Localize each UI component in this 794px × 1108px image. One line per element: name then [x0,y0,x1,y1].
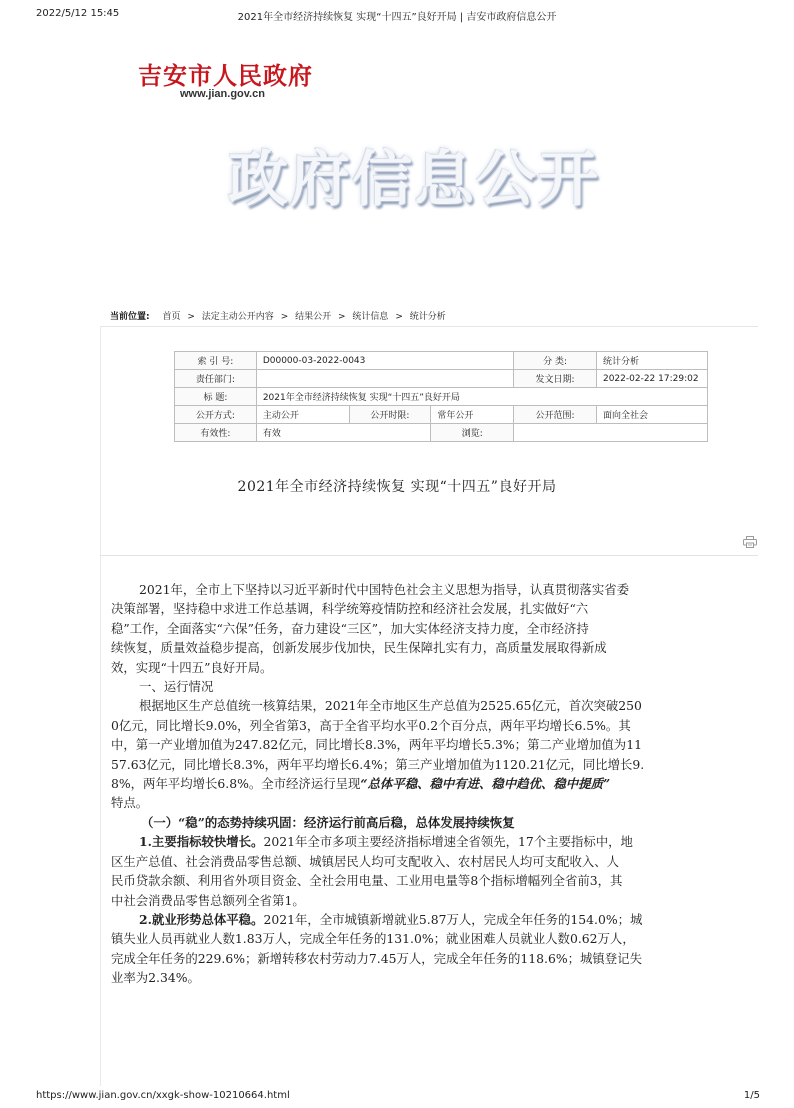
print-page-number: 1/5 [743,1090,760,1101]
metadata-table [174,351,708,442]
paragraph-line [111,910,758,929]
period-value: 常年公开 [431,406,514,424]
table-row [175,370,708,388]
document-title: 2021年全市经济持续恢复 实现“十四五”良好开局 [237,479,557,495]
paragraph-text: 2021年，全市城镇新增就业5.87万人，完成全年任务的154.0%；城 [263,911,643,927]
site-logo-domain: www.jian.gov.cn [180,88,265,100]
mode-label: 公开方式: [175,406,257,424]
mode-value: 主动公开 [256,406,349,424]
paragraph-text: 8%，两年平均增长6.8%。全市经济运行呈现 [111,776,361,792]
print-page-title: 2021年全市经济持续恢复 实现“十四五”良好开局 | 吉安市政府信息公开 [237,12,557,23]
scope-value: 面向全社会 [596,406,707,424]
paragraph-line: 续恢复，质量效益稳步提高，创新发展步伐加快，民生保障扎实有力，高质量发展取得新成 [111,640,607,656]
paragraph-line: 中，第一产业增加值为247.82亿元，同比增长8.3%，两年平均增长5.3%；第二产业增加值为11 [111,737,642,753]
paragraph-line: 特点。 [111,795,149,811]
paragraph-line: 区生产总值、社会消费品零售总额、城镇居民人均可支配收入、农村居民人均可支配收入、人 [111,853,620,869]
table-row [175,388,708,406]
dept-label: 责任部门: [175,370,257,388]
category-value: 统计分析 [596,352,707,370]
scope-label: 公开范围: [514,406,597,424]
title-label: 标 题: [175,388,257,406]
paragraph-line: 2021年，全市上下坚持以习近平新时代中国特色社会主义思想为指导，认真贯彻落实省委 [139,582,629,597]
paragraph-line [111,832,758,851]
content-top-rule [100,326,758,327]
index-value: D00000-03-2022-0043 [256,352,513,370]
views-label: 浏览: [431,424,514,442]
index-label: 索 引 号: [175,352,257,370]
print-footer [0,1084,794,1108]
site-logo[interactable] [138,56,313,100]
paragraph-line: 镇失业人员再就业人数1.83万人，完成全年任务的131.0%；就业困难人员就业人数0.62万人， [111,931,635,947]
validity-label: 有效性: [175,424,257,442]
paragraph-line: 0亿元，同比增长9.0%，列全省第3，高于全省平均水平0.2个百分点，两年平均增长6.5%。其 [111,717,631,733]
emphasis-text: “总体平稳、稳中有进、稳中趋优、稳中提质” [360,776,611,792]
print-header [0,0,794,28]
paragraph-line: 中社会消费品零售总额列全省第1。 [111,892,305,908]
validity-value: 有效 [256,424,431,442]
breadcrumb-separator: > [280,312,289,322]
date-value: 2022-02-22 17:29:02 [596,370,707,388]
breadcrumb-legal-link[interactable]: 法定主动公开内容 [201,312,274,322]
print-icon[interactable] [743,536,757,548]
category-label: 分 类: [514,352,597,370]
print-url: https://www.jian.gov.cn/xxgk-show-10210664.html [36,1090,290,1101]
paragraph-lead: 1.主要指标较快增长。 [139,834,264,850]
site-logo-name: 吉安市人民政府 [138,62,313,90]
title-value: 2021年全市经济持续恢复 实现“十四五”良好开局 [256,388,707,406]
breadcrumb-separator: > [338,312,346,322]
breadcrumb-separator: > [395,312,403,322]
content-left-rule [100,326,101,1086]
section-heading: 一、运行情况 [139,679,214,695]
breadcrumb-label: 当前位置: [110,312,150,322]
date-label: 发文日期: [514,370,597,388]
breadcrumb-analysis-link[interactable]: 统计分析 [409,312,446,322]
table-row [175,424,708,442]
paragraph-line: 完成全年任务的229.6%；新增转移农村劳动力7.45万人，完成全年任务的118.6%；城镇登记失 [111,950,642,966]
breadcrumb [110,309,446,322]
paragraph-line: 稳”工作，全面落实“六保”任务，奋力建设“三区”，加大实体经济支持力度，全市经济持 [111,620,589,636]
table-row [175,352,708,370]
views-value [514,424,708,442]
paragraph-line [111,774,758,793]
paragraph-text: 2021年全市多项主要经济指标增速全省领先，17个主要指标中，地 [263,834,633,850]
article-body [111,580,758,1040]
paragraph-line: 业率为2.34%。 [111,970,200,986]
period-label: 公开时限: [349,406,431,424]
breadcrumb-stats-link[interactable]: 统计信息 [352,312,389,322]
print-timestamp: 2022/5/12 15:45 [36,8,120,19]
paragraph-line: 效，实现“十四五”良好开局。 [111,659,273,675]
paragraph-line: 根据地区生产总值统一核算结果，2021年全市地区生产总值为2525.65亿元，首次突破250 [139,698,642,714]
paragraph-line: 决策部署，坚持稳中求进工作总基调，科学统筹疫情防控和经济社会发展，扎实做好“六 [111,601,589,617]
breadcrumb-home-link[interactable]: 首页 [162,312,181,322]
breadcrumb-results-link[interactable]: 结果公开 [295,312,332,322]
content-divider [100,555,758,556]
table-row [175,406,708,424]
section-banner: 政府信息公开 [228,145,600,215]
dept-value [256,370,513,388]
paragraph-lead: 2.就业形势总体平稳。 [139,911,264,927]
paragraph-line: 57.63亿元，同比增长8.3%，两年平均增长6.4%；第三产业增加值为1120.21亿元，同比增长9. [111,756,645,772]
breadcrumb-separator: > [187,312,195,322]
paragraph-line: 民币贷款余额、利用省外项目资金、全社会用电量、工业用电量等8个指标增幅列全省前3，其 [111,873,623,889]
subsection-heading: （一）“稳”的态势持续巩固：经济运行前高后稳，总体发展持续恢复 [141,814,515,830]
